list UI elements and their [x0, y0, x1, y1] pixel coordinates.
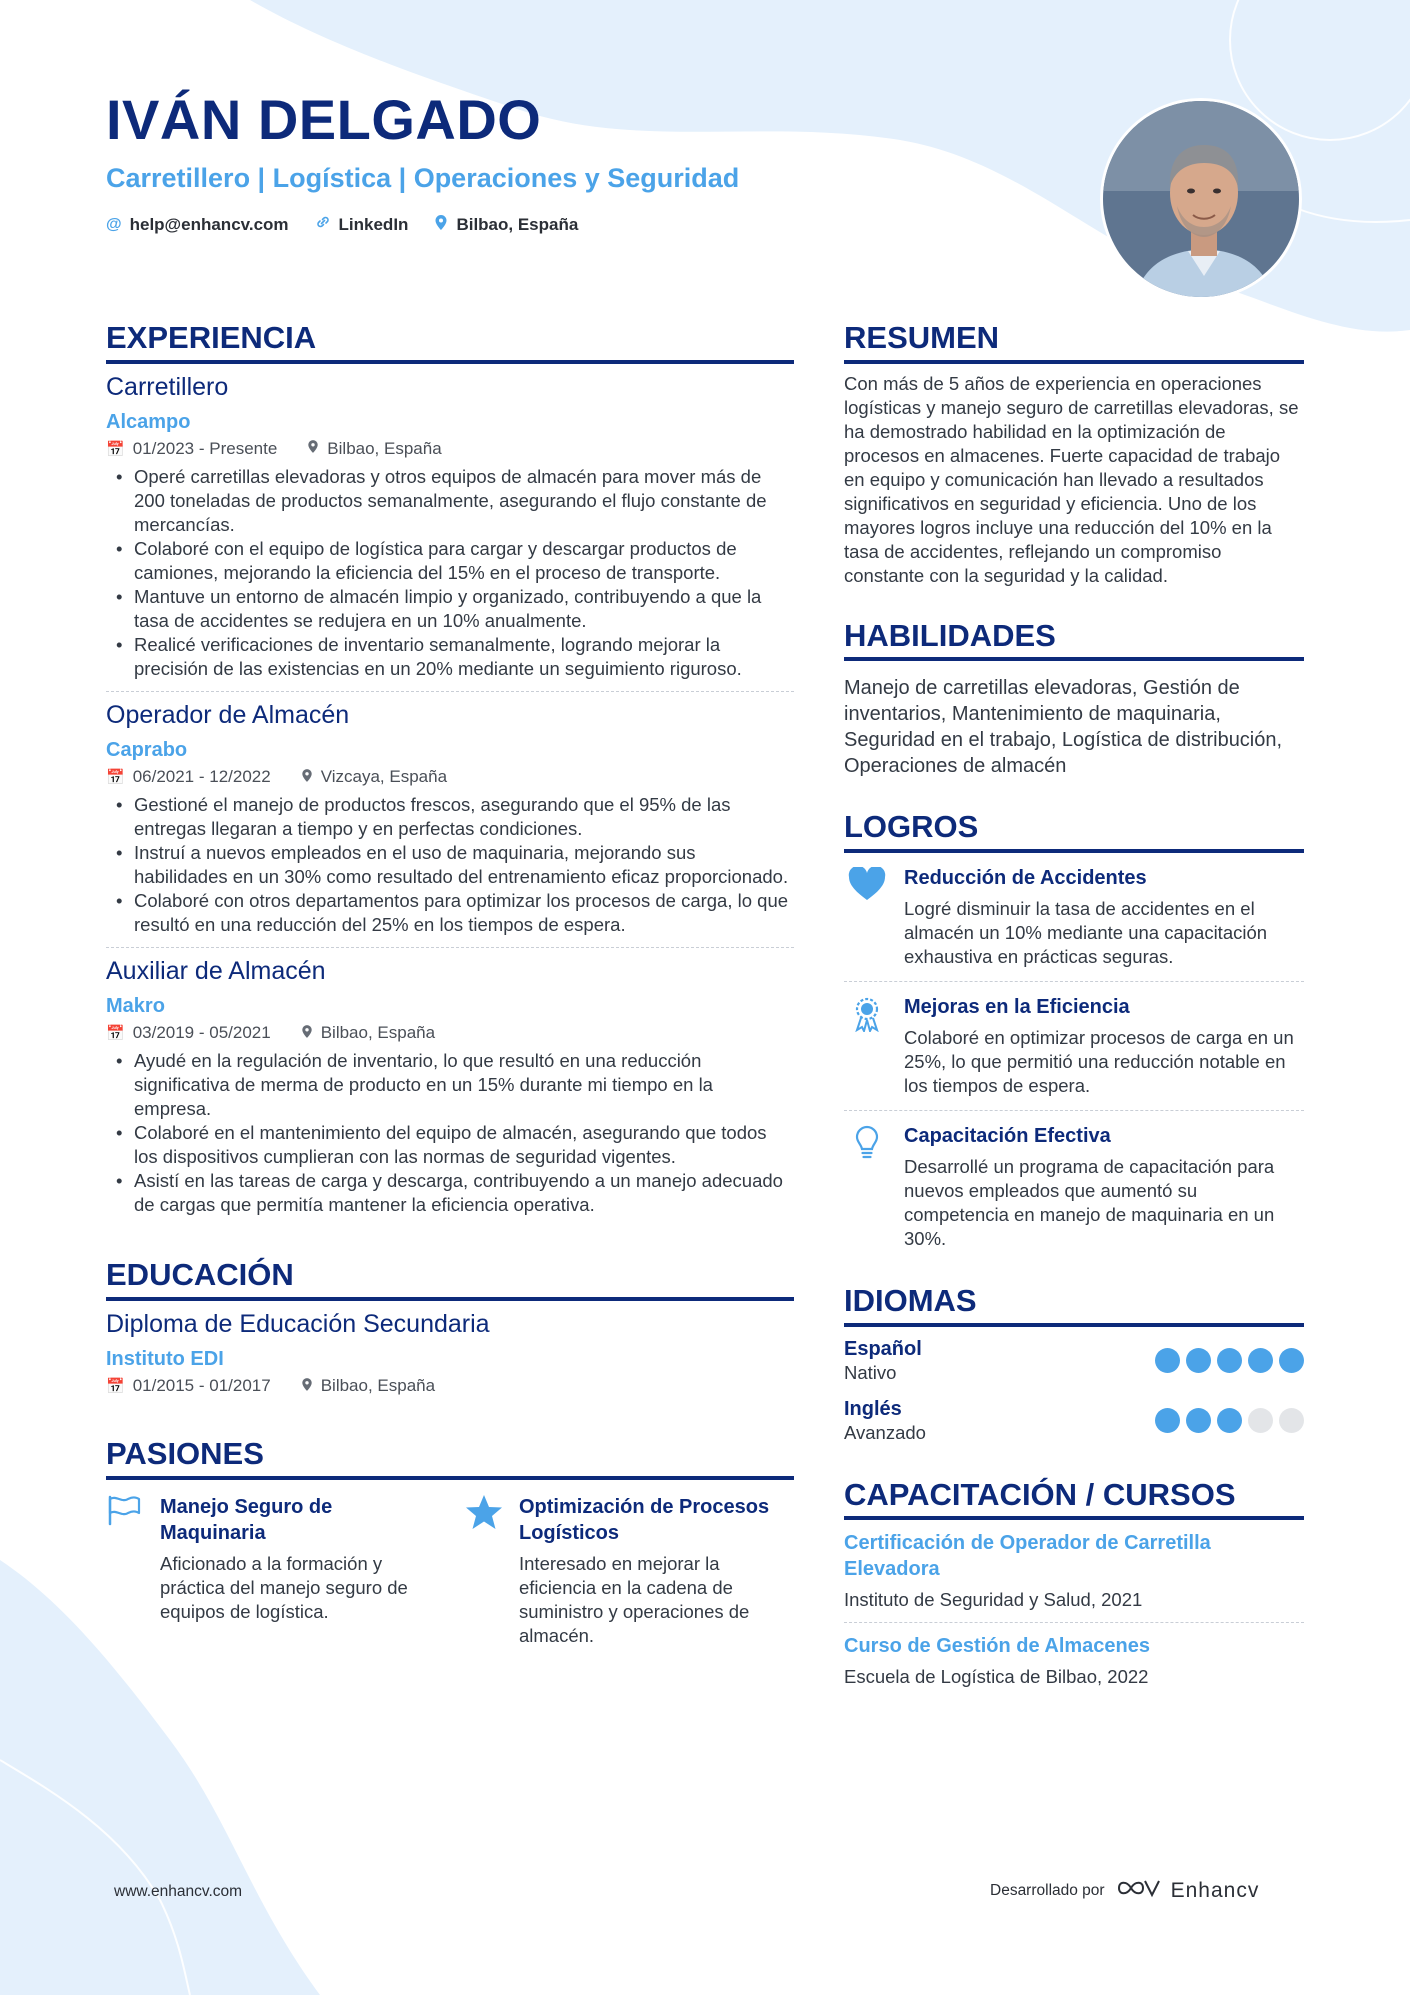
job-bullet: • Gestioné el manejo de productos frescos, asegurando que el 95% de las entregas llegaran a tiempo y en perfectas condiciones.	[106, 793, 794, 841]
job-location: Bilbao, España	[327, 438, 442, 458]
rating-dot-filled	[1186, 1408, 1211, 1433]
education-entry	[106, 1301, 794, 1406]
contact-location-text: Bilbao, España	[456, 214, 579, 234]
job-location: Vizcaya, España	[320, 767, 448, 787]
passions-section	[106, 1436, 794, 1648]
job-dates: 03/2019 - 05/2021	[132, 1023, 271, 1043]
passion-item	[106, 1494, 435, 1648]
footer-branding	[990, 1876, 1259, 1905]
rating-dot-empty	[1279, 1408, 1304, 1433]
achievements-heading: LOGROS	[844, 809, 1304, 853]
location-pin-icon	[434, 214, 448, 236]
education-location: Bilbao, España	[320, 1376, 436, 1396]
passion-title: Manejo Seguro de Maquinaria	[160, 1495, 333, 1544]
achievement-desc: Desarrollé un programa de capacitación para nuevos empleados que aumentó su competencia en manejo de maquinaria en un 30%.	[904, 1155, 1275, 1249]
job-title: Operador de Almacén	[106, 700, 350, 729]
location-pin-icon	[307, 439, 319, 458]
job-entry	[106, 364, 794, 692]
achievement-item	[844, 982, 1304, 1111]
summary-section	[844, 320, 1304, 588]
job-bullet: • Colaboré con el equipo de logística para cargar y descargar productos de camiones, mejorando la eficiencia del 15% en el proceso de transporte.	[106, 537, 794, 585]
job-title: Auxiliar de Almacén	[106, 957, 326, 986]
rating-dot-empty	[1248, 1408, 1273, 1433]
rating-dot-filled	[1186, 1348, 1211, 1373]
course-institution: Escuela de Logística de Bilbao, 2022	[844, 1666, 1149, 1688]
education-dates: 01/2015 - 01/2017	[132, 1376, 271, 1396]
job-bullets	[106, 465, 794, 681]
summary-text: Con más de 5 años de experiencia en operaciones logísticas y manejo seguro de carretillas elevadoras, se ha demostrado habilidad en la optimización de procesos en almacenes. Fuerte capacidad de trabajo en equipo y comunicación han llevado a resultados significativos en seguridad y eficiencia. Uno de los mayores logros incluye una reducción del 10% en la tasa de accidentes, reflejando un compromiso constante con la seguridad y la calidad.	[844, 372, 1299, 586]
course-item	[844, 1623, 1304, 1699]
job-meta	[106, 767, 794, 787]
job-entry	[106, 948, 794, 1227]
achievement-title: Capacitación Efectiva	[904, 1124, 1111, 1147]
degree-title: Diploma de Educación Secundaria	[106, 1310, 490, 1339]
job-bullet: • Operé carretillas elevadoras y otros equipos de almacén para mover más de 200 toneladas de productos semanalmente, asegurando el flujo constante de mercancías.	[106, 465, 794, 537]
course-item	[844, 1520, 1304, 1623]
location-pin-icon	[301, 768, 313, 787]
right-column	[844, 320, 1304, 1729]
education-heading: EDUCACIÓN	[106, 1257, 794, 1301]
rating-dot-filled	[1279, 1348, 1304, 1373]
languages-section	[844, 1283, 1304, 1451]
contact-linkedin-text: LinkedIn	[338, 214, 409, 234]
left-column	[106, 320, 794, 1678]
job-meta	[106, 1023, 794, 1043]
candidate-subtitle: Carretillero | Logística | Operaciones y Seguridad	[106, 163, 740, 193]
header	[106, 88, 1006, 236]
contact-email[interactable]	[106, 214, 289, 236]
contact-email-text: help@enhancv.com	[129, 214, 289, 234]
award-ribbon-icon	[844, 994, 890, 1098]
job-company: Alcampo	[106, 410, 191, 433]
passion-desc: Interesado en mejorar la eficiencia en la cadena de suministro y operaciones de almacén.	[519, 1552, 750, 1646]
languages-heading: IDIOMAS	[844, 1283, 1304, 1327]
job-bullet: • Colaboré con otros departamentos para optimizar los procesos de carga, lo que resultó en una reducción del 25% en los tiempos de espera.	[106, 889, 794, 937]
language-level: Nativo	[844, 1361, 897, 1383]
language-name: Inglés	[844, 1397, 902, 1420]
passion-desc: Aficionado a la formación y práctica del manejo seguro de equipos de logística.	[160, 1552, 408, 1622]
job-bullet: • Realicé verificaciones de inventario semanalmente, logrando mejorar la precisión de las existencias en un 20% mediante un seguimiento riguroso.	[106, 633, 794, 681]
experience-heading: EXPERIENCIA	[106, 320, 794, 364]
job-meta	[106, 439, 794, 459]
rating-dot-filled	[1248, 1348, 1273, 1373]
location-pin-icon	[301, 1377, 313, 1396]
skills-section	[844, 618, 1304, 780]
at-icon: @	[106, 215, 122, 233]
passions-heading: PASIONES	[106, 1436, 794, 1480]
rating-dot-filled	[1217, 1408, 1242, 1433]
job-bullet: • Mantuve un entorno de almacén limpio y organizado, contribuyendo a que la tasa de accidentes se redujera en un 10% anualmente.	[106, 585, 794, 633]
candidate-name: IVÁN DELGADO	[106, 88, 542, 151]
achievement-desc: Colaboré en optimizar procesos de carga en un 25%, lo que permitió una reducción notable en los tiempos de espera.	[904, 1026, 1294, 1096]
rating-dot-filled	[1155, 1348, 1180, 1373]
achievement-title: Reducción de Accidentes	[904, 866, 1147, 889]
rating-dot-filled	[1217, 1348, 1242, 1373]
footer-website[interactable]: www.enhancv.com	[114, 1883, 243, 1900]
language-item	[844, 1391, 1304, 1451]
education-meta	[106, 1376, 794, 1396]
skills-heading: HABILIDADES	[844, 618, 1304, 662]
passions-list	[106, 1494, 794, 1648]
flag-icon	[106, 1494, 146, 1648]
calendar-icon: 📅	[106, 769, 125, 787]
lightbulb-icon	[844, 1123, 890, 1251]
location-pin-icon	[301, 1024, 313, 1043]
achievement-item	[844, 853, 1304, 982]
calendar-icon: 📅	[106, 1025, 125, 1043]
job-bullet: • Instruí a nuevos empleados en el uso de maquinaria, mejorando sus habilidades en un 30% como resultado del entrenamiento eficaz proporcionado.	[106, 841, 794, 889]
experience-section	[106, 320, 794, 1227]
achievement-desc: Logré disminuir la tasa de accidentes en el almacén un 10% mediante una capacitación exhaustiva en prácticas seguras.	[904, 897, 1268, 967]
enhancv-logo-icon	[1115, 1876, 1161, 1905]
profile-photo	[1100, 98, 1302, 300]
summary-heading: RESUMEN	[844, 320, 1304, 364]
job-bullets	[106, 1049, 794, 1217]
language-level: Avanzado	[844, 1421, 926, 1443]
achievement-item	[844, 1111, 1304, 1263]
school-name: Instituto EDI	[106, 1348, 224, 1371]
job-company: Makro	[106, 995, 165, 1018]
achievement-title: Mejoras en la Eficiencia	[904, 995, 1130, 1018]
passion-title: Optimización de Procesos Logísticos	[519, 1495, 770, 1544]
achievements-section	[844, 809, 1304, 1263]
courses-section	[844, 1477, 1304, 1700]
education-section	[106, 1257, 794, 1406]
job-bullet: • Asistí en las tareas de carga y descarga, contribuyendo a un manejo adecuado de cargas que permitía mantener la eficiencia operativa.	[106, 1169, 794, 1217]
calendar-icon: 📅	[106, 1378, 125, 1396]
link-icon	[315, 214, 331, 235]
heart-icon	[844, 865, 890, 969]
language-rating	[1155, 1348, 1304, 1373]
job-bullets	[106, 793, 794, 937]
course-institution: Instituto de Seguridad y Salud, 2021	[844, 1589, 1143, 1611]
contact-location	[434, 214, 578, 236]
contact-linkedin[interactable]	[315, 214, 409, 236]
footer-powered-by: Desarrollado por	[990, 1881, 1105, 1899]
calendar-icon: 📅	[106, 440, 125, 458]
language-name: Español	[844, 1337, 922, 1360]
course-title: Certificación de Operador de Carretilla Elevadora	[844, 1532, 1211, 1581]
job-dates: 06/2021 - 12/2022	[132, 767, 271, 787]
job-location: Bilbao, España	[320, 1023, 436, 1043]
skills-text: Manejo de carretillas elevadoras, Gestión de inventarios, Mantenimiento de maquinaria, Seguridad en el trabajo, Logística de distribución, Operaciones de almacén	[844, 677, 1283, 778]
course-title: Curso de Gestión de Almacenes	[844, 1635, 1151, 1658]
footer-brand: Enhancv	[1170, 1878, 1260, 1902]
job-entry	[106, 692, 794, 948]
language-rating	[1155, 1408, 1304, 1433]
job-bullet: • Colaboré en el mantenimiento del equipo de almacén, asegurando que todos los dispositivos cumplieran con las normas de seguridad vigentes.	[106, 1121, 794, 1169]
rating-dot-filled	[1155, 1408, 1180, 1433]
courses-heading: CAPACITACIÓN / CURSOS	[844, 1477, 1304, 1521]
contact-list	[106, 214, 1006, 236]
language-item	[844, 1331, 1304, 1391]
job-company: Caprabo	[106, 739, 188, 762]
star-icon	[465, 1494, 505, 1648]
job-bullet: • Ayudé en la regulación de inventario, lo que resultó en una reducción significativa de merma de producto en un 15% durante mi tiempo en la empresa.	[106, 1049, 794, 1121]
job-title: Carretillero	[106, 372, 229, 401]
passion-item	[465, 1494, 794, 1648]
job-dates: 01/2023 - Presente	[132, 438, 278, 458]
